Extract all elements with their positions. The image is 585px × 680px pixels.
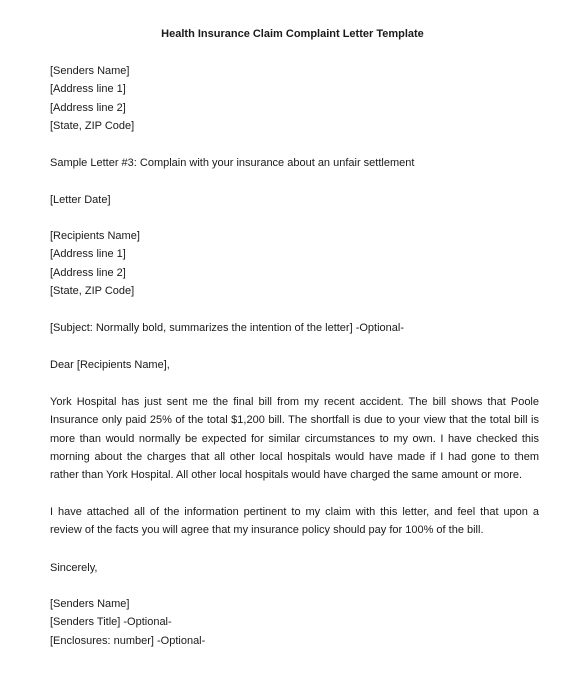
signature-enclosures: [Enclosures: number] -Optional- (50, 634, 206, 647)
recipient-address-line-2: [Address line 2] (50, 266, 126, 279)
sender-address-line-1: [Address line 1] (50, 83, 126, 96)
body-paragraph-1: York Hospital has just sent me the final bill from my recent accident. The bill shows that Poole Insurance only paid 25% of the total $1,200 bill. The shortfall is due to your view that the total bill is more than would normally be expected for similar circumstances to my own. I have checked this morning about the charges that all other local hospitals would have made if I had gone to them rather than York Hospital. All other local hospitals would have charged the same amount or more. (50, 396, 539, 482)
signature-name: [Senders Name] (50, 598, 130, 610)
recipient-address-block (50, 227, 540, 300)
salutation: Dear [Recipients Name], (50, 359, 170, 371)
body-paragraph-2: I have attached all of the information pertinent to my claim with this letter, and feel that upon a review of the facts you will agree that my insurance policy should pay for 100% of the bill. (50, 506, 539, 537)
subject-line: [Subject: Normally bold, summarizes the intention of the letter] -Optional- (50, 322, 404, 334)
document-title: Health Insurance Claim Complaint Letter Template (161, 28, 424, 40)
closing: Sincerely, (50, 562, 98, 574)
sender-address-block (50, 62, 540, 135)
sender-state-zip: [State, ZIP Code] (50, 119, 135, 132)
sample-letter-label: Sample Letter #3: Complain with your insurance about an unfair settlement (50, 157, 415, 169)
signature-title: [Senders Title] -Optional- (50, 616, 172, 629)
letter-date: [Letter Date] (50, 194, 111, 206)
signature-block (50, 595, 540, 650)
sender-name: [Senders Name] (50, 65, 130, 77)
recipient-address-line-1: [Address line 1] (50, 248, 126, 261)
sender-address-line-2: [Address line 2] (50, 101, 126, 114)
recipient-name: [Recipients Name] (50, 230, 140, 242)
recipient-state-zip: [State, ZIP Code] (50, 284, 135, 297)
